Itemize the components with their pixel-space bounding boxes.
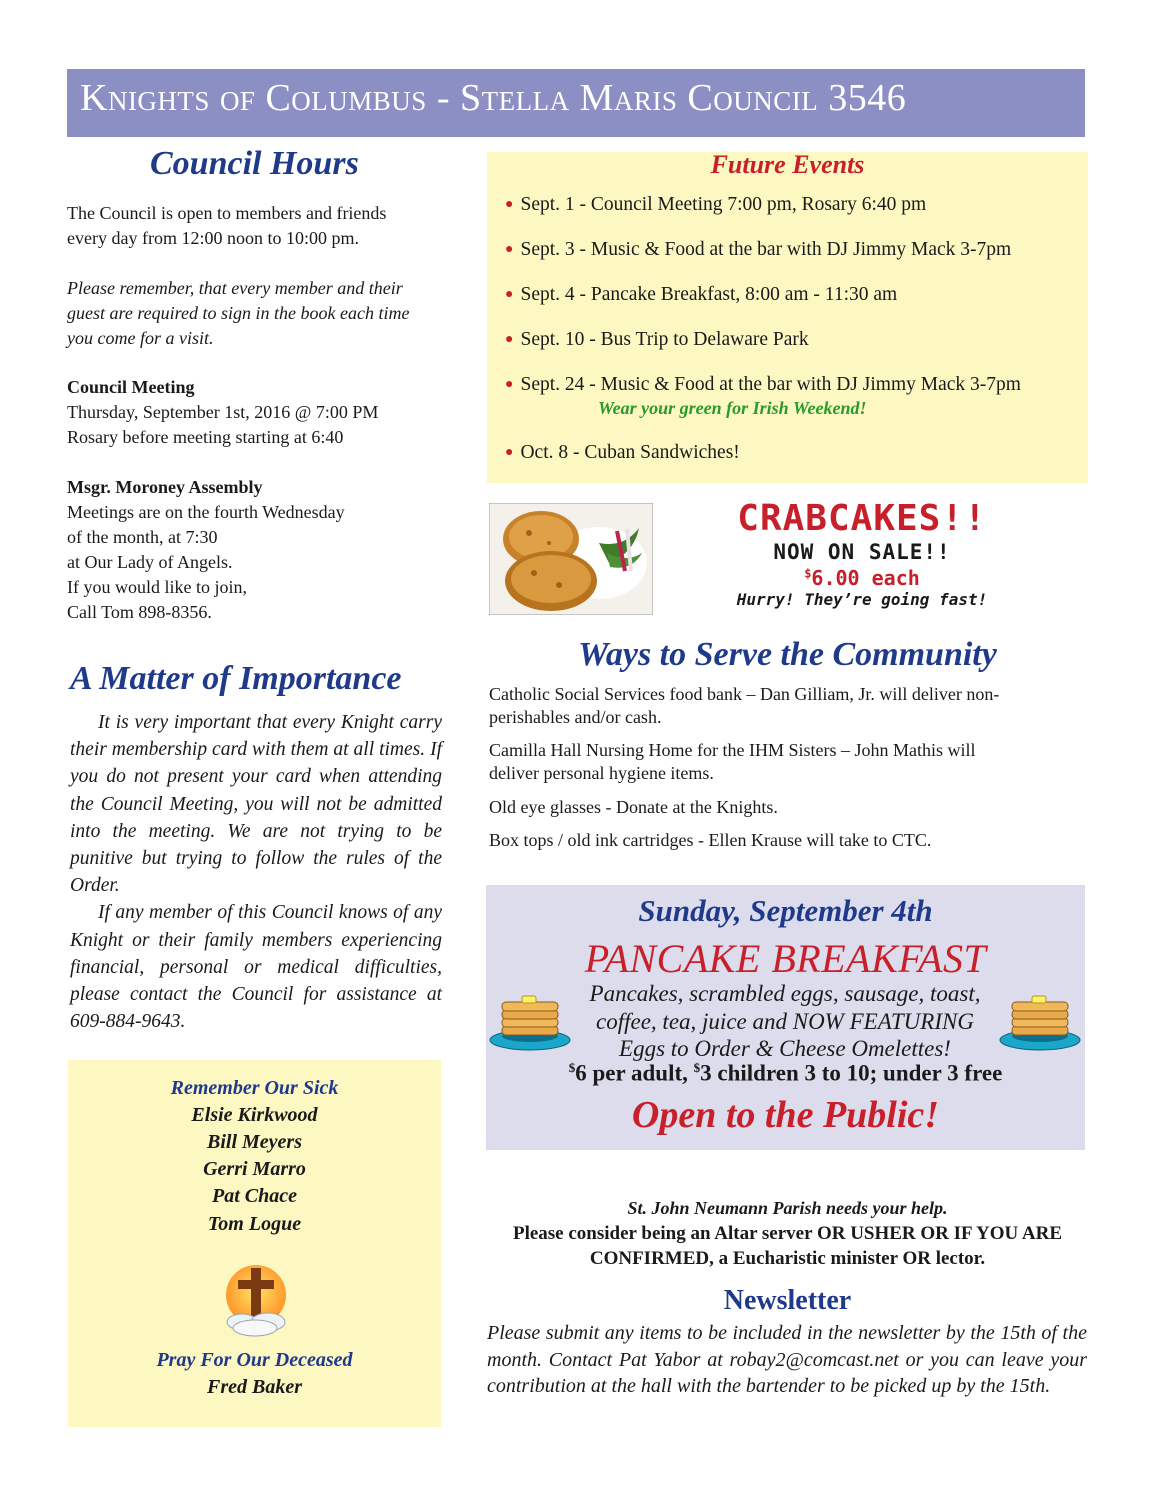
crabcakes-hurry: Hurry! They’re going fast!: [736, 590, 988, 609]
importance-body: [70, 709, 442, 1035]
council-meeting-title: Council Meeting: [67, 377, 195, 397]
sick-name: Pat Chace: [212, 1185, 297, 1207]
deceased-name: Fred Baker: [207, 1376, 302, 1398]
council-meeting-date: Thursday, September 1st, 2016 @ 7:00 PM: [67, 402, 379, 422]
reminder-line: you come for a visit.: [67, 328, 214, 348]
ways-item: Box tops / old ink cartridges - Ellen Krause will take to CTC.: [489, 830, 932, 850]
pancake-price: $6 per adult, $3 children 3 to 10; under 3 free: [568, 1060, 1003, 1086]
assembly-line: at Our Lady of Angels.: [67, 552, 233, 572]
pancake-date: Sunday, September 4th: [638, 893, 933, 928]
newsletter-body: Please submit any items to be included in the newsletter by the 15th of the month. Contact Pat Yabor at robay2@comcast.net or you can leave your contribution at the hall with the bartender to be picked up by the 15th.: [487, 1322, 1087, 1397]
page-title: Knights of Columbus - Stella Maris Council 3546: [80, 77, 907, 119]
assembly-title: Msgr. Moroney Assembly: [67, 477, 263, 497]
open-to-public: Open to the Public!: [631, 1094, 940, 1136]
sick-name: Elsie Kirkwood: [191, 1104, 318, 1126]
ways-item: Camilla Hall Nursing Home for the IHM Sisters – John Mathis will deliver personal hygiene items.: [489, 740, 976, 783]
event-item: ● Sept. 1 - Council Meeting 7:00 pm, Rosary 6:40 pm: [505, 194, 927, 215]
parish-help-line: St. John Neumann Parish needs your help.: [627, 1198, 948, 1218]
assembly-line: of the month, at 7:30: [67, 527, 218, 547]
bullet-icon: ●: [505, 332, 514, 347]
event-item: ● Sept. 4 - Pancake Breakfast, 8:00 am - 11:30 am: [505, 284, 898, 305]
assembly-line: Call Tom 898-8356.: [67, 602, 212, 622]
importance-paragraph: It is very important that every Knight carry their membership card with them at all times. If you do not present your card when attending the Council Meeting, you will not be admitted into the meeting. We are not trying to be punitive but trying to follow the rules of the Order.: [70, 712, 442, 897]
bullet-icon: ●: [505, 377, 514, 392]
sick-name: Gerri Marro: [203, 1158, 306, 1180]
ways-item: Old eye glasses - Donate at the Knights.: [489, 797, 778, 817]
bullet-icon: ●: [505, 287, 514, 302]
assembly-line: Meetings are on the fourth Wednesday: [67, 502, 345, 522]
council-hours-heading: Council Hours: [150, 145, 359, 182]
crabcakes-title: CRABCAKES!!: [737, 498, 987, 539]
importance-heading: A Matter of Importance: [70, 660, 402, 697]
future-events-heading: Future Events: [710, 150, 865, 179]
hours-line: every day from 12:00 noon to 10:00 pm.: [67, 228, 359, 248]
sign-in-reminder: [67, 276, 467, 351]
pancake-title: PANCAKE BREAKFAST: [584, 936, 987, 981]
newsletter-heading: Newsletter: [723, 1285, 852, 1316]
sick-name: Tom Logue: [207, 1213, 302, 1235]
event-item: ● Sept. 24 - Music & Food at the bar with DJ Jimmy Mack 3-7pm: [505, 374, 1021, 395]
event-item: ● Sept. 10 - Bus Trip to Delaware Park: [505, 329, 809, 350]
event-item: ● Oct. 8 - Cuban Sandwiches!: [505, 442, 740, 463]
parish-request: Please consider being an Altar server OR USHER OR IF YOU ARE CONFIRMED, a Eucharistic minister OR lector.: [512, 1223, 1063, 1269]
bullet-icon: ●: [505, 242, 514, 257]
assembly-block: [67, 475, 467, 625]
reminder-line: Please remember, that every member and their: [67, 278, 403, 298]
sick-title: Remember Our Sick: [170, 1077, 339, 1099]
irish-weekend-note: Wear your green for Irish Weekend!: [598, 398, 867, 418]
bullet-icon: ●: [505, 197, 514, 212]
pancake-description: Pancakes, scrambled eggs, sausage, toast, coffee, tea, juice and NOW FEATURING Eggs to Order & Cheese Omelettes!: [589, 981, 981, 1061]
event-item: ● Sept. 3 - Music & Food at the bar with DJ Jimmy Mack 3-7pm: [505, 239, 1012, 260]
reminder-line: guest are required to sign in the book each time: [67, 303, 410, 323]
ways-item: Catholic Social Services food bank – Dan Gilliam, Jr. will deliver non- perishables and/or cash.: [489, 684, 1000, 727]
sick-name: Bill Meyers: [207, 1131, 302, 1153]
crabcakes-sale: NOW ON SALE!!: [773, 540, 951, 564]
council-meeting-rosary: Rosary before meeting starting at 6:40: [67, 427, 344, 447]
crabcakes-price: $6.00 each: [804, 566, 920, 590]
importance-paragraph: If any member of this Council knows of any Knight or their family members experiencing financial, personal or medical difficulties, please contact the Council for assistance at 609-884-9643.: [70, 902, 442, 1033]
assembly-line: If you would like to join,: [67, 577, 247, 597]
cross-in-clouds-icon: [220, 1262, 292, 1338]
bullet-icon: ●: [505, 445, 514, 460]
hours-line: The Council is open to members and friends: [67, 203, 387, 223]
ways-heading: Ways to Serve the Community: [578, 636, 997, 673]
crabcake-photo: [489, 503, 653, 615]
deceased-title: Pray For Our Deceased: [156, 1349, 353, 1371]
council-hours-body: [67, 201, 467, 251]
